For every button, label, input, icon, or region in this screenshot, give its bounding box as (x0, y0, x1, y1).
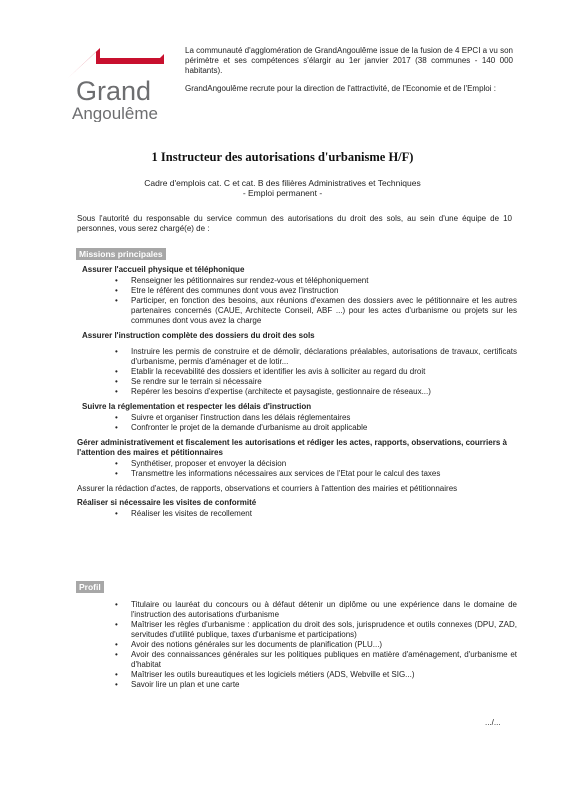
mission-group-title: Suivre la réglementation et respecter les délais d'instruction (82, 402, 312, 411)
mission-group-title: Assurer l'accueil physique et téléphonique (82, 265, 245, 274)
list-item: • Confronter le projet de la demande d'urbanisme au droit applicable (131, 423, 517, 433)
list-item: • Titulaire ou lauréat du concours ou à défaut détenir un diplôme ou une expérience dans le domaine de l'instruction des autorisations d'urbanisme (131, 600, 517, 620)
mission-list (77, 459, 517, 479)
missions-heading: Missions principales (76, 248, 166, 260)
list-item: • Synthétiser, proposer et envoyer la décision (131, 459, 517, 469)
intro-paragraph-2: GrandAngoulême recrute pour la direction de l'attractivité, de l'Economie et de l'Emploi : (185, 84, 496, 93)
list-item: • Repérer les besoins d'expertise (architecte et paysagiste, gestionnaire de réseaux...) (131, 387, 517, 397)
intro-block (185, 46, 513, 102)
lead-paragraph: Sous l'autorité du responsable du service commun des autorisations du droit des sols, au sein d'une équipe de 10 personnes, vous serez chargé(e) de : (77, 214, 512, 233)
list-item: • Instruire les permis de construire et de démolir, déclarations préalables, autorisations de travaux, certificats d'urbanisme, permis d'aménager et de lotir... (131, 347, 517, 367)
list-item: • Se rendre sur le terrain si nécessaire (131, 377, 517, 387)
job-subtitle (0, 178, 565, 198)
list-item: • Réaliser les visites de recollement (131, 509, 517, 519)
job-status: - Emploi permanent - (242, 188, 323, 198)
mission-group-title: Réaliser si nécessaire les visites de conformité (77, 498, 257, 507)
logo-roof-shape (68, 48, 164, 78)
grandangouleme-logo (66, 48, 166, 122)
profil-heading: Profil (76, 581, 104, 593)
mission-list (77, 347, 517, 397)
mission-list (77, 276, 517, 326)
list-item: • Etablir la recevabilité des dossiers et identifier les avis à solliciter au regard du droit (131, 367, 517, 377)
list-item: • Etre le référent des communes dont vous avez l'instruction (131, 286, 517, 296)
list-item: • Maîtriser les outils bureautiques et les logiciels métiers (ADS, Webville et SIG...) (131, 670, 517, 680)
list-item: • Transmettre les informations nécessaires aux services de l'Etat pour le calcul des taxes (131, 469, 517, 479)
list-item: • Savoir lire un plan et une carte (131, 680, 517, 690)
list-item: • Maîtriser les règles d'urbanisme : application du droit des sols, jurisprudence et outils connexes (DPU, ZAD, servitudes d'utilité publique, taxes d'urbanisme et participations) (131, 620, 517, 640)
logo-word-grand: Grand (76, 76, 152, 106)
mission-paragraph: Assurer la rédaction d'actes, de rapports, observations et courriers à l'attention des mairies et pétitionnaires (77, 484, 458, 493)
list-item: • Participer, en fonction des besoins, aux réunions d'examen des dossiers avec le pétitionnaire et les autres partenaires concernés (CAUE, Architecte Conseil, ABF ...) pour les actes d'urbanisme ou projets sur les communes dont vous avez la charge (131, 296, 517, 326)
mission-list (77, 413, 517, 433)
page-continuation: .../... (485, 718, 501, 727)
mission-list (77, 509, 517, 519)
list-item: • Avoir des connaissances générales sur les politiques publiques en matière d'aménagement, d'urbanisme et d'habitat (131, 650, 517, 670)
profil-section (77, 599, 517, 695)
job-title: 1 Instructeur des autorisations d'urbanisme H/F) (151, 150, 414, 164)
job-grade: Cadre d'emplois cat. C et cat. B des filières Administratives et Techniques (144, 178, 421, 188)
mission-group-title: Gérer administrativement et fiscalement les autorisations et rédiger les actes, rapports, observations, courriers à l'attention des maires et pétitionnaires (77, 438, 507, 457)
missions-section (77, 265, 517, 524)
intro-paragraph-1: La communauté d'agglomération de GrandAngoulême issue de la fusion de 4 EPCI a vu son périmètre et ses compétences s'élargir au 1er janvier 2017 (38 communes - 140 000 habitants). (185, 46, 513, 75)
profil-list (77, 600, 517, 690)
logo-word-angouleme: Angoulême (72, 104, 159, 122)
list-item: • Renseigner les pétitionnaires sur rendez-vous et téléphoniquement (131, 276, 517, 286)
list-item: • Suivre et organiser l'instruction dans les délais réglementaires (131, 413, 517, 423)
list-item: • Avoir des notions générales sur les documents de planification (PLU...) (131, 640, 517, 650)
mission-group-title: Assurer l'instruction complète des dossiers du droit des sols (82, 331, 315, 340)
